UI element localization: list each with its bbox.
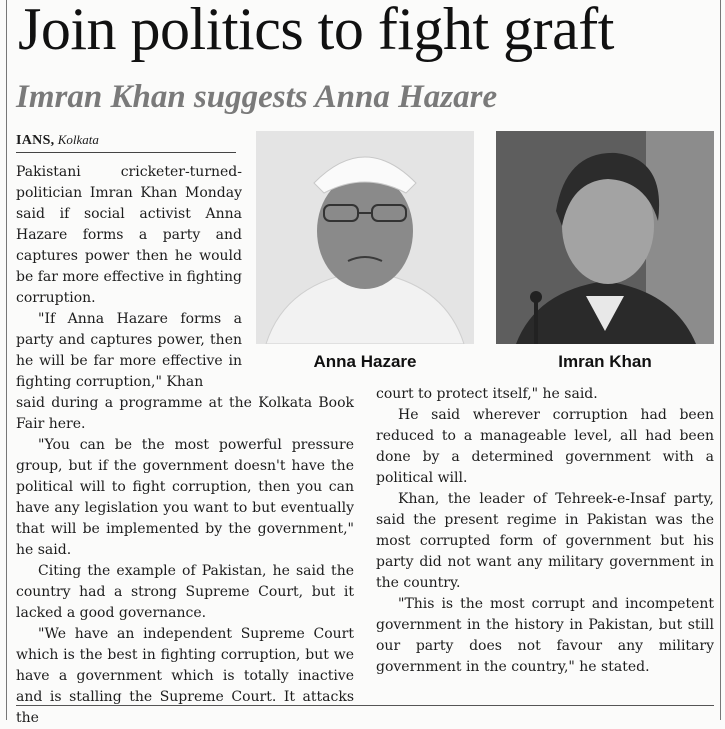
imran-khan-photo (496, 131, 714, 344)
bottom-rule (16, 705, 714, 706)
paragraph: Khan, the leader of Tehreek-e-Insaf party, said the present regime in Pakistan was the most corrupted form of government but his party did not want any military government in the country. (376, 491, 714, 591)
article-column-1-top (16, 162, 242, 393)
byline-place: Kolkata (57, 132, 99, 147)
imran-khan-caption: Imran Khan (558, 352, 652, 371)
anna-hazare-portrait-icon (256, 131, 474, 344)
paragraph: Pakistani cricketer-turned-politician Imran Khan Monday said if social activist Anna Hazare forms a party and captures power then he would be far more effective in fighting corruption. (16, 164, 242, 306)
article-column-2 (376, 384, 714, 678)
paragraph: "We have an independent Supreme Court which is the best in fighting corruption, but we have a government which is totally inactive and is stalling the Supreme Court. It attacks the (16, 626, 354, 726)
headline: Join politics to fight graft (18, 0, 614, 62)
anna-hazare-photo (256, 131, 474, 344)
anna-hazare-caption: Anna Hazare (313, 352, 417, 371)
paragraph: said during a programme at the Kolkata Book Fair here. (16, 395, 354, 432)
paragraph: Citing the example of Pakistan, he said the country had a strong Supreme Court, but it lacked a good governance. (16, 563, 354, 621)
paragraph: "This is the most corrupt and incompetent government in the history in Pakistan, but still our party does not favour any military government in the country," he stated. (376, 596, 714, 675)
paragraph: "If Anna Hazare forms a party and captures power, then he will be far more effective in fighting corruption," Khan (16, 311, 242, 390)
byline (16, 131, 236, 153)
subheadline: Imran Khan suggests Anna Hazare (16, 79, 498, 115)
paragraph: court to protect itself," he said. (376, 386, 598, 402)
imran-khan-portrait-icon (496, 131, 714, 344)
paragraph: He said wherever corruption had been reduced to a manageable level, all had been done by a determined government with a political will. (376, 407, 714, 486)
paragraph: "You can be the most powerful pressure group, but if the government doesn't have the political will to fight corruption, then you can have any legislation you want to but eventually that will be implemented by the government," he said. (16, 437, 354, 558)
article-column-1-bottom (16, 393, 354, 729)
byline-agency: IANS, (16, 133, 55, 148)
